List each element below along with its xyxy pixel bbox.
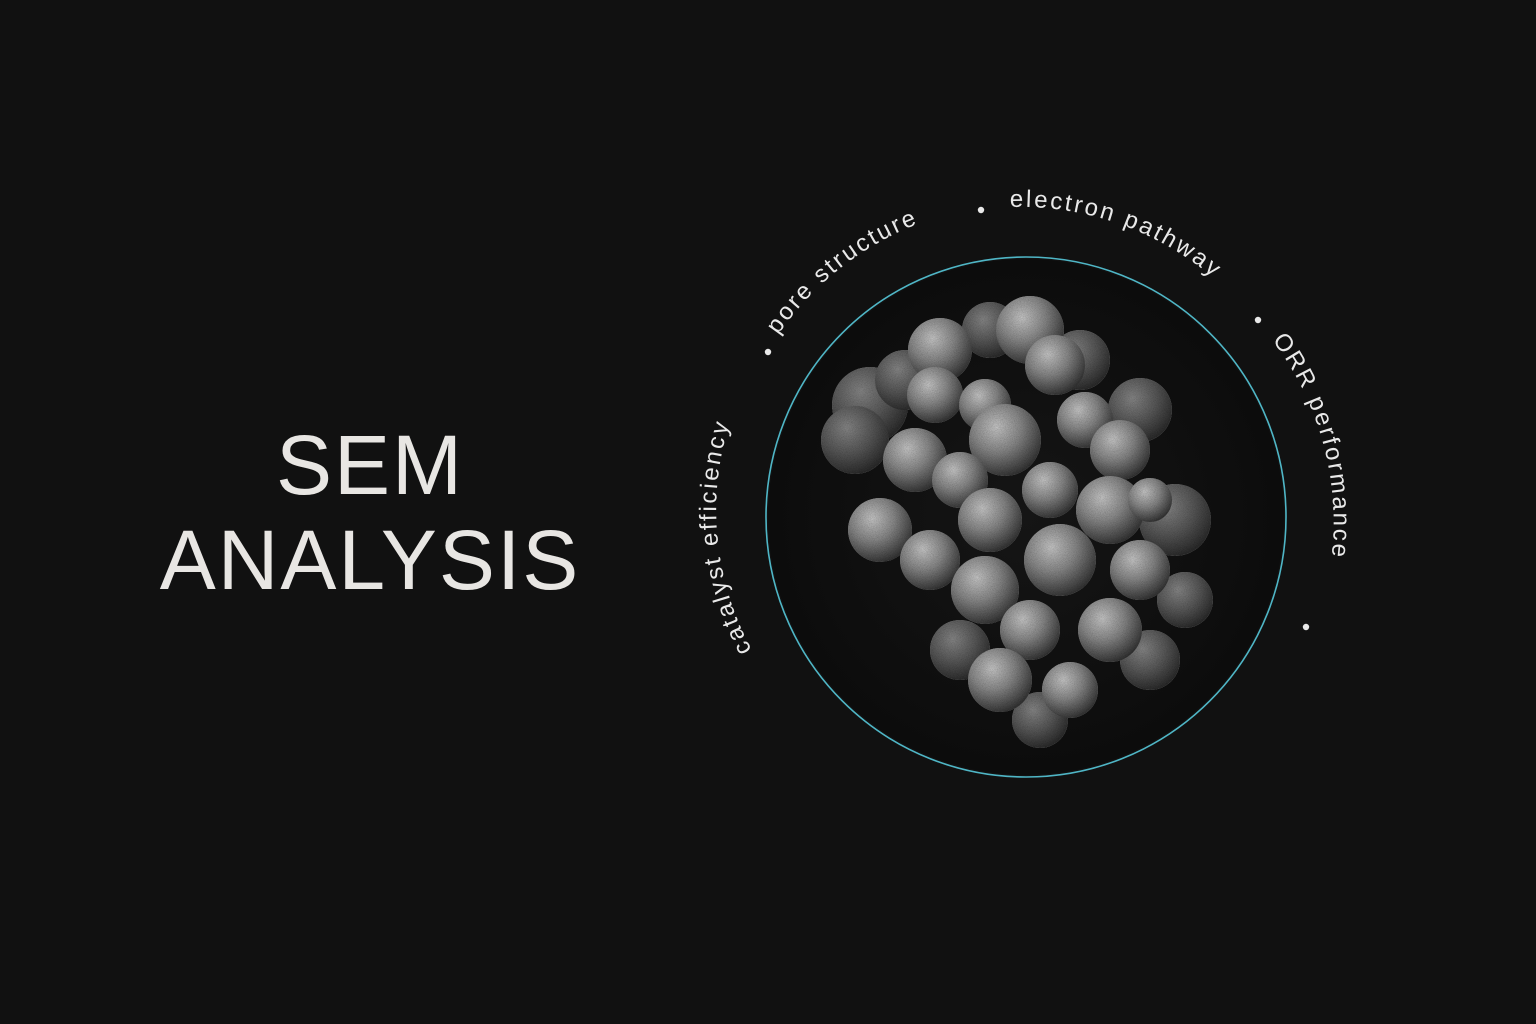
separator-dot <box>1303 624 1309 630</box>
label-catalyst-efficiency: catalyst efficiency <box>695 416 758 660</box>
separator-dot <box>765 349 771 355</box>
title-line-analysis: ANALYSIS <box>159 513 581 607</box>
label-electron-pathway: electron pathway <box>1009 185 1228 284</box>
label-orr-performance: ORR performance <box>1267 327 1355 561</box>
title-line-sem: SEM <box>275 418 465 512</box>
separator-dot <box>978 207 984 213</box>
label-pore-structure: pore structure <box>760 203 922 339</box>
separator-dot <box>1255 317 1261 323</box>
